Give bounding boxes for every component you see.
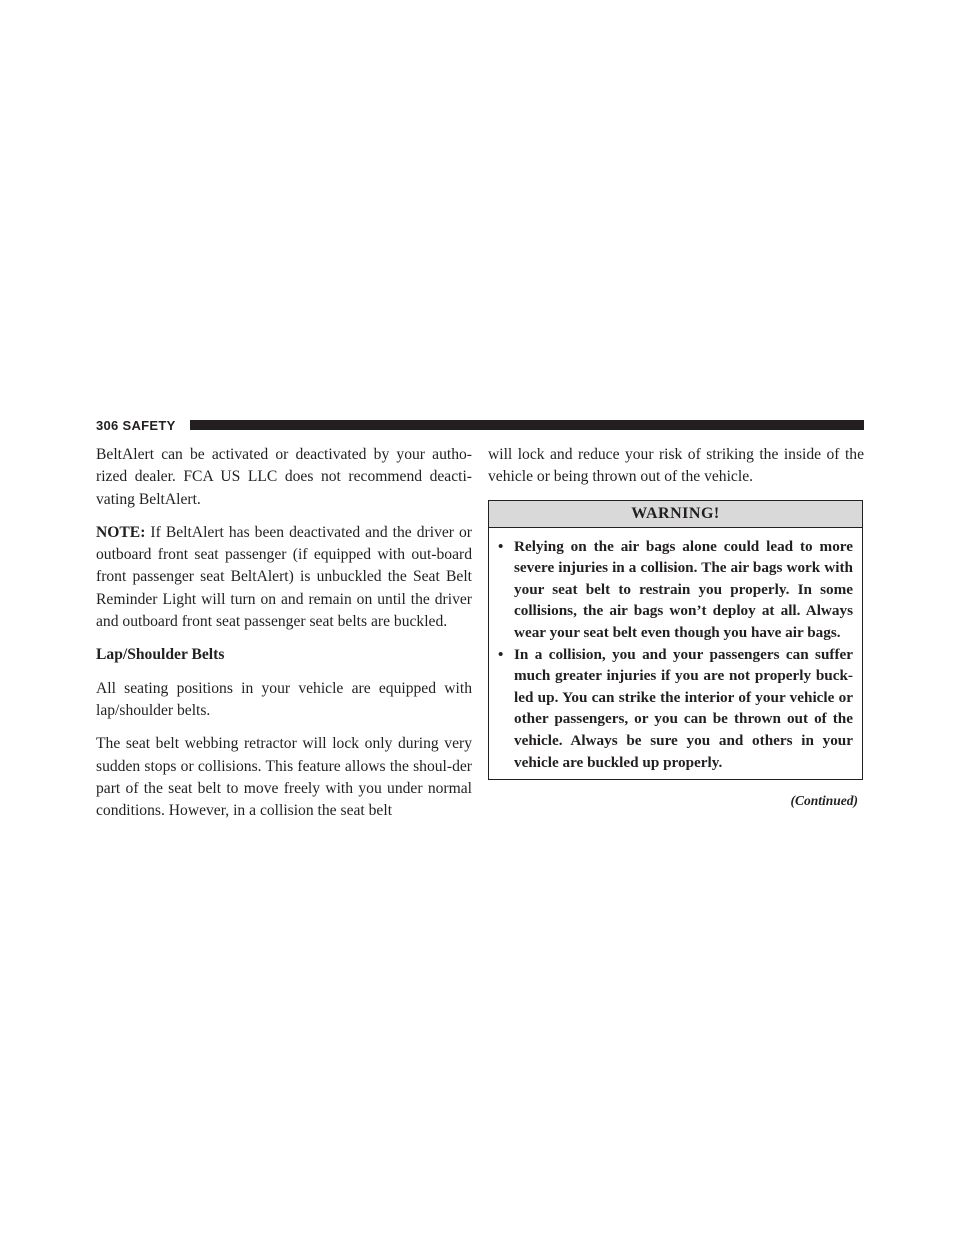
warning-item <box>498 536 853 644</box>
beltalert-paragraph: BeltAlert can be activated or deactivated by your autho-rized dealer. FCA US LLC does not recommend deacti-vating BeltAlert. <box>96 446 472 508</box>
bullet-icon: • <box>498 645 504 663</box>
note-paragraph <box>96 522 472 633</box>
header-rule <box>190 420 864 430</box>
seating-paragraph: All seating positions in your vehicle are equipped with lap/shoulder belts. <box>96 679 472 719</box>
bullet-icon: • <box>498 537 504 555</box>
warning-list <box>489 528 862 780</box>
page-number-section-label: 306 SAFETY <box>96 418 176 433</box>
continued-label: (Continued) <box>790 793 858 809</box>
warning-box <box>488 500 863 781</box>
page-header <box>96 417 864 437</box>
warning-item <box>498 644 853 774</box>
left-column <box>96 444 472 833</box>
section-heading: Lap/Shoulder Belts <box>96 646 225 664</box>
retractor-paragraph: The seat belt webbing retractor will lock only during very sudden stops or collisions. This feature allows the shoul-der part of the seat belt to move freely with you under normal conditions. However, in a collision the seat belt <box>96 735 472 820</box>
continuation-paragraph: will lock and reduce your risk of striking the inside of the vehicle or being thrown out of the vehicle. <box>488 446 864 486</box>
note-text: If BeltAlert has been deactivated and the driver or outboard front seat passenger (if equipped with out-board front passenger seat BeltAlert) is unbuckled the Seat Belt Reminder Light will turn on and remain on until the driver and outboard front seat passenger seat belts are buckled. <box>96 523 472 631</box>
right-column <box>488 444 864 812</box>
warning-title: WARNING! <box>489 501 862 528</box>
warning-item-text: Relying on the air bags alone could lead to more severe injuries in a collision. The air bags work with your seat belt to restrain you properly. In some collisions, the air bags won’t deploy at all. Always wear your seat belt even though you have air bags. <box>514 537 853 641</box>
note-label: NOTE: <box>96 523 146 541</box>
warning-item-text: In a collision, you and your passengers can suffer much greater injuries if you are not properly buck-led up. You can strike the interior of your vehicle or other passengers, or you can be thrown out of the vehicle. Always be sure you and others in your vehicle are buckled up properly. <box>514 645 853 771</box>
